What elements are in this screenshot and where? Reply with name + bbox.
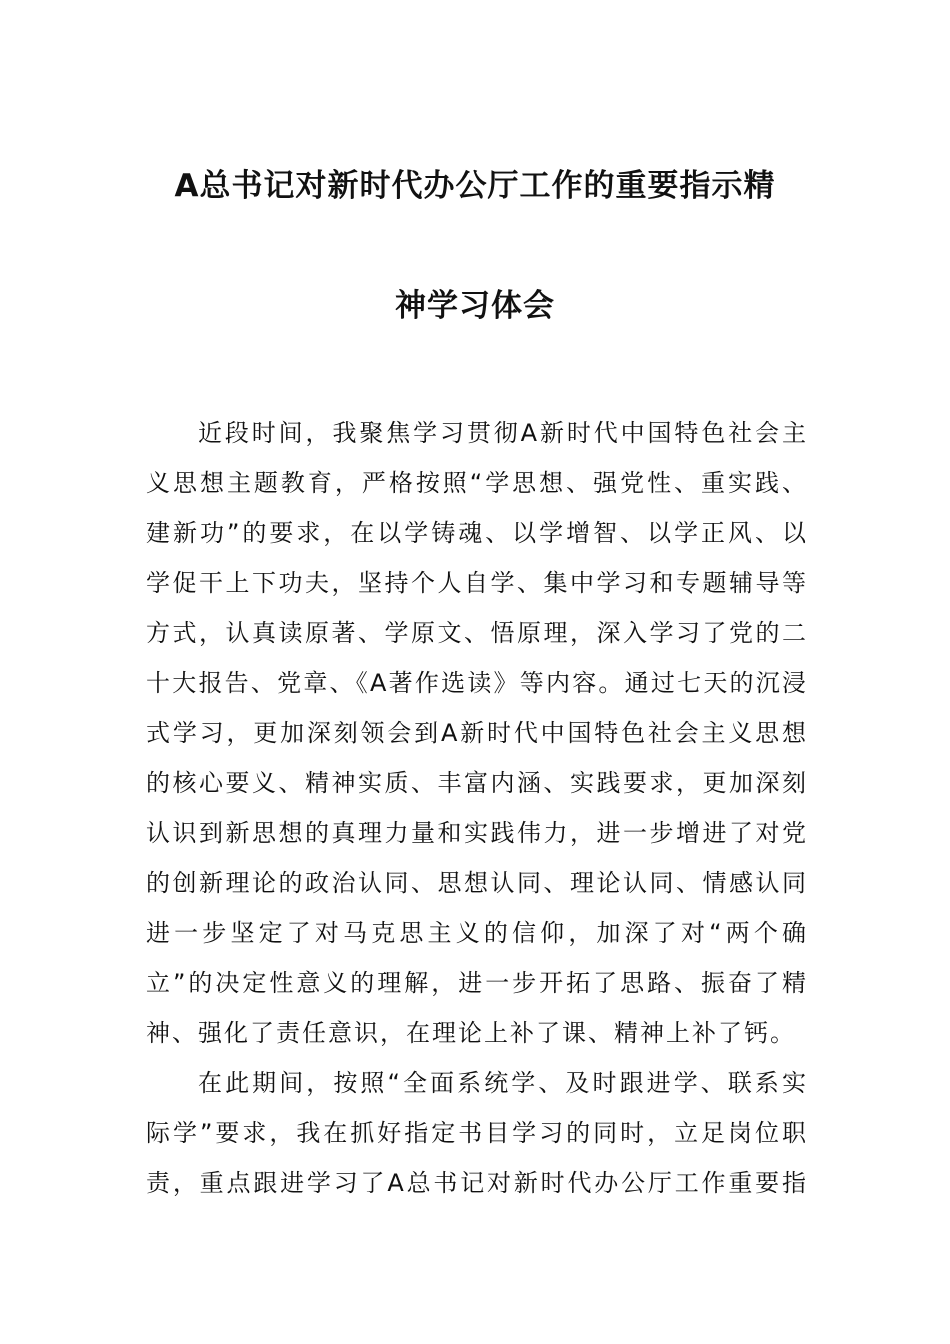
document-title-line-2: 神学习体会: [395, 288, 555, 324]
paragraph-1-line-11: 进一步坚定了对马克思主义的信仰，加深了对“两个确: [146, 919, 806, 947]
paragraph-1-line-10: 的创新理论的政治认同、思想认同、理论认同、情感认同: [146, 869, 806, 897]
paragraph-1-line-2: 义思想主题教育，严格按照“学思想、强党性、重实践、: [146, 469, 806, 497]
paragraph-2-line-1: 在此期间，按照“全面系统学、及时跟进学、联系实: [198, 1069, 806, 1097]
paragraph-1-line-12: 立”的决定性意义的理解，进一步开拓了思路、振奋了精: [146, 969, 806, 997]
paragraph-1-line-5: 方式，认真读原著、学原文、悟原理，深入学习了党的二: [146, 619, 806, 647]
document-title-line-1: A总书记对新时代办公厅工作的重要指示精: [174, 168, 776, 204]
paragraph-1-line-9: 认识到新思想的真理力量和实践伟力，进一步增进了对党: [146, 819, 806, 847]
paragraph-2-line-3: 责，重点跟进学习了A总书记对新时代办公厅工作重要指: [146, 1169, 806, 1197]
paragraph-2-line-2: 际学”要求，我在抓好指定书目学习的同时，立足岗位职: [146, 1119, 806, 1147]
paragraph-1-line-3: 建新功”的要求，在以学铸魂、以学增智、以学正风、以: [146, 519, 806, 547]
paragraph-1-line-4: 学促干上下功夫，坚持个人自学、集中学习和专题辅导等: [146, 569, 806, 597]
paragraph-1-line-1: 近段时间，我聚焦学习贯彻A新时代中国特色社会主: [198, 419, 806, 447]
paragraph-1-line-8: 的核心要义、精神实质、丰富内涵、实践要求，更加深刻: [146, 769, 806, 797]
paragraph-1-line-7: 式学习，更加深刻领会到A新时代中国特色社会主义思想: [146, 719, 806, 747]
paragraph-1-line-6: 十大报告、党章、《A著作选读》等内容。通过七天的沉浸: [146, 669, 806, 697]
paragraph-1-line-13: 神、强化了责任意识，在理论上补了课、精神上补了钙。: [146, 1019, 796, 1047]
